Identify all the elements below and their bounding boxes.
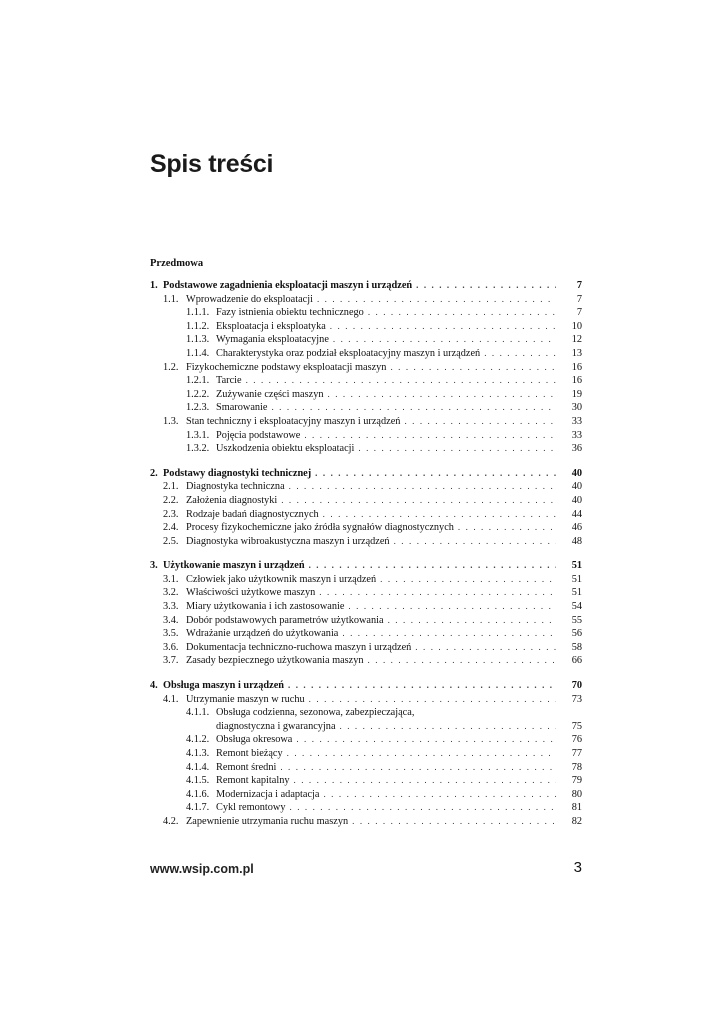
- toc-entry[interactable]: [150, 573, 582, 587]
- toc-entry-title: Tarcie: [216, 375, 242, 387]
- toc-entry-title: Wymagania eksploatacyjne: [216, 334, 329, 346]
- toc-entry-page: 51: [571, 560, 582, 572]
- toc-entry[interactable]: [150, 333, 582, 347]
- toc-entry[interactable]: [150, 600, 582, 614]
- toc-entry[interactable]: [150, 415, 582, 429]
- toc-entry-number: 1.1.3.: [186, 334, 210, 346]
- preface-heading: Przedmowa: [150, 258, 204, 269]
- toc-entry-number: 3.6.: [163, 641, 179, 653]
- toc-entry-page: 51: [571, 587, 582, 599]
- toc-entry-number: 2.2.: [163, 494, 179, 506]
- toc-leader-dots: [317, 293, 556, 307]
- toc-leader-dots: [458, 521, 556, 535]
- toc-entry-number: 1.2.1.: [186, 375, 210, 387]
- toc-entry-number: 4.1.5.: [186, 775, 210, 787]
- toc-entry[interactable]: [150, 521, 582, 535]
- toc-entry-page: 33: [571, 429, 582, 441]
- toc-entry-number: 1.2.2.: [186, 388, 210, 400]
- toc-entry-title: Założenia diagnostyki: [186, 494, 278, 506]
- toc-entry-page: 82: [571, 815, 582, 827]
- toc-entry-number: 1.3.2.: [186, 443, 210, 455]
- table-of-contents: [150, 279, 582, 829]
- toc-entry[interactable]: [150, 733, 582, 747]
- toc-entry-number: 2.: [150, 467, 158, 479]
- toc-entry[interactable]: [150, 429, 582, 443]
- toc-entry[interactable]: [150, 388, 582, 402]
- toc-entry-number: 1.2.3.: [186, 402, 210, 414]
- toc-entry[interactable]: [150, 627, 582, 641]
- toc-entry[interactable]: [150, 774, 582, 788]
- toc-entry[interactable]: [150, 747, 582, 761]
- toc-entry-number: 4.2.: [163, 815, 179, 827]
- toc-entry-title: Zapewnienie utrzymania ruchu maszyn: [186, 815, 349, 827]
- toc-entry-page: 40: [571, 467, 582, 479]
- toc-leader-dots: [304, 429, 556, 443]
- toc-entry-page: 77: [571, 748, 582, 759]
- toc-leader-dots: [368, 654, 556, 668]
- toc-chapter-gap: [150, 456, 582, 467]
- toc-entry-title: Eksploatacja i eksploatyka: [216, 320, 326, 332]
- toc-entry[interactable]: [150, 347, 582, 361]
- toc-entry-title: Modernizacja i adaptacja: [216, 788, 320, 800]
- toc-entry-page: 36: [571, 443, 582, 455]
- toc-entry-page: 51: [571, 573, 582, 585]
- toc-entry-title: Diagnostyka techniczna: [186, 481, 285, 493]
- toc-entry[interactable]: [150, 293, 582, 307]
- toc-entry-page: 30: [571, 402, 582, 414]
- toc-leader-dots: [404, 415, 556, 429]
- toc-entry[interactable]: [150, 535, 582, 549]
- toc-entry-page: 7: [576, 280, 582, 291]
- toc-entry[interactable]: [150, 306, 582, 320]
- toc-entry-page: 40: [571, 481, 582, 493]
- toc-entry-number: 1.1.4.: [186, 347, 210, 359]
- toc-entry-title: Podstawowe zagadnienia eksploatacji maszyn i urządzeń: [163, 280, 413, 291]
- toc-entry[interactable]: [150, 801, 582, 815]
- toc-leader-dots: [323, 788, 556, 802]
- toc-entry[interactable]: [150, 720, 582, 734]
- toc-leader-dots: [394, 535, 556, 549]
- toc-entry-number: 1.2.: [163, 361, 179, 373]
- toc-entry-number: 3.3.: [163, 601, 179, 613]
- toc-entry-title: Remont bieżący: [216, 748, 283, 759]
- toc-chapter-gap: [150, 668, 582, 679]
- toc-entry[interactable]: [150, 508, 582, 522]
- toc-leader-dots: [309, 559, 556, 573]
- toc-leader-dots: [330, 320, 556, 334]
- toc-entry-number: 1.1.: [163, 293, 179, 305]
- toc-chapter-entry[interactable]: [150, 467, 582, 481]
- toc-entry-page: 10: [571, 320, 582, 332]
- toc-leader-dots: [323, 508, 556, 522]
- toc-entry[interactable]: [150, 641, 582, 655]
- toc-leader-dots: [309, 693, 556, 707]
- toc-leader-dots: [342, 627, 556, 641]
- toc-entry-page: 44: [571, 508, 582, 520]
- toc-entry-number: 3.5.: [163, 628, 179, 640]
- toc-entry-number: 2.5.: [163, 535, 179, 547]
- toc-entry-title: Stan techniczny i eksploatacyjny maszyn i urządzeń: [186, 415, 401, 427]
- toc-entry-title: Obsługa okresowa: [216, 734, 293, 746]
- toc-entry-page: 19: [571, 388, 582, 400]
- toc-entry-number: 3.: [150, 560, 158, 572]
- toc-entry-number: 2.3.: [163, 508, 179, 520]
- toc-leader-dots: [340, 720, 556, 734]
- toc-entry[interactable]: [150, 442, 582, 456]
- toc-leader-dots: [348, 600, 556, 614]
- toc-entry-page: 40: [571, 494, 582, 506]
- toc-leader-dots: [380, 573, 556, 587]
- toc-entry-number: 4.1.: [163, 693, 179, 705]
- toc-entry-page: 12: [571, 334, 582, 346]
- toc-leader-dots: [328, 388, 557, 402]
- toc-entry-title: Dobór podstawowych parametrów użytkowania: [186, 614, 384, 626]
- toc-entry-title: Wdrażanie urządzeń do użytkowania: [186, 628, 339, 640]
- toc-entry-title: Człowiek jako użytkownik maszyn i urządzeń: [186, 573, 377, 585]
- toc-entry-page: 48: [571, 535, 582, 547]
- toc-entry-number: 2.1.: [163, 481, 179, 493]
- toc-entry-page: 7: [576, 293, 582, 305]
- toc-entry-number: 4.1.6.: [186, 788, 210, 800]
- toc-entry[interactable]: [150, 586, 582, 600]
- toc-entry[interactable]: [150, 480, 582, 494]
- toc-entry-number: 3.1.: [163, 573, 179, 585]
- toc-entry-page: 13: [571, 347, 582, 359]
- toc-entry-title: Podstawy diagnostyki technicznej: [163, 467, 312, 479]
- toc-leader-dots: [296, 733, 556, 747]
- toc-entry-number: 1.1.2.: [186, 320, 210, 332]
- toc-entry-title: Rodzaje badań diagnostycznych: [186, 508, 319, 520]
- toc-entry-page: 66: [571, 655, 582, 667]
- toc-entry-title: Charakterystyka oraz podział eksploatacyjny maszyn i urządzeń: [216, 347, 481, 359]
- toc-leader-dots: [484, 347, 556, 361]
- toc-entry-title: Wprowadzenie do eksploatacji: [186, 293, 313, 305]
- toc-entry-page: 56: [571, 628, 582, 640]
- toc-entry-title: Użytkowanie maszyn i urządzeń: [163, 560, 305, 572]
- page-title: Spis treści: [150, 150, 274, 178]
- toc-entry[interactable]: [150, 361, 582, 375]
- toc-entry-title: Remont średni: [216, 761, 277, 773]
- toc-leader-dots: [290, 801, 557, 815]
- toc-entry-page: 55: [571, 614, 582, 626]
- toc-entry-title: Cykl remontowy: [216, 802, 286, 814]
- toc-entry-title: Smarowanie: [216, 402, 268, 414]
- toc-entry[interactable]: [150, 614, 582, 628]
- toc-leader-dots: [388, 614, 556, 628]
- toc-chapter-entry[interactable]: [150, 679, 582, 693]
- toc-entry-page: 33: [571, 415, 582, 427]
- toc-leader-dots: [271, 401, 556, 415]
- toc-entry[interactable]: [150, 494, 582, 508]
- toc-leader-dots: [358, 442, 556, 456]
- toc-entry[interactable]: [150, 761, 582, 775]
- toc-entry-title: Zużywanie części maszyn: [216, 388, 324, 400]
- toc-entry-number: 1.3.1.: [186, 429, 210, 441]
- toc-leader-dots: [289, 480, 556, 494]
- toc-leader-dots: [281, 494, 556, 508]
- toc-leader-dots: [390, 361, 556, 375]
- toc-leader-dots: [319, 586, 556, 600]
- toc-entry-page: 58: [571, 641, 582, 653]
- toc-entry-title: Pojęcia podstawowe: [216, 429, 301, 441]
- toc-chapter-gap: [150, 548, 582, 559]
- toc-entry-number: 1.: [150, 280, 158, 291]
- toc-entry-title: Utrzymanie maszyn w ruchu: [186, 693, 305, 705]
- footer-url[interactable]: www.wsip.com.pl: [150, 862, 254, 876]
- toc-entry-title: Miary użytkowania i ich zastosowanie: [186, 601, 345, 613]
- toc-leader-dots: [368, 306, 556, 320]
- toc-entry-title: Fazy istnienia obiektu technicznego: [216, 307, 364, 319]
- toc-entry[interactable]: [150, 374, 582, 388]
- toc-entry-number: 4.1.1.: [186, 707, 210, 719]
- toc-entry[interactable]: [150, 320, 582, 334]
- toc-entry-title: Diagnostyka wibroakustyczna maszyn i urządzeń: [186, 535, 390, 547]
- toc-entry-page: 80: [571, 788, 582, 800]
- toc-entry-page: 54: [571, 601, 582, 613]
- toc-entry[interactable]: [150, 706, 582, 720]
- toc-entry-title: Właściwości użytkowe maszyn: [186, 587, 316, 599]
- toc-entry-number: 4.1.3.: [186, 748, 210, 759]
- toc-entry-title: diagnostyczna i gwarancyjna: [216, 720, 336, 732]
- toc-entry-page: 78: [571, 761, 582, 773]
- toc-entry-title: Remont kapitalny: [216, 775, 290, 787]
- toc-entry[interactable]: [150, 401, 582, 415]
- toc-entry-page: 75: [571, 720, 582, 732]
- toc-entry-title: Dokumentacja techniczno-ruchowa maszyn i urządzeń: [186, 641, 412, 653]
- toc-entry-title: Uszkodzenia obiektu eksploatacji: [216, 443, 355, 455]
- toc-entry-number: 4.1.2.: [186, 734, 210, 746]
- toc-leader-dots: [287, 747, 556, 761]
- toc-entry-title: Fizykochemiczne podstawy eksploatacji maszyn: [186, 361, 387, 373]
- toc-entry-number: 4.1.4.: [186, 761, 210, 773]
- toc-entry[interactable]: [150, 788, 582, 802]
- toc-entry-page: 73: [571, 693, 582, 705]
- toc-leader-dots: [246, 374, 556, 388]
- toc-entry-page: 16: [571, 375, 582, 387]
- toc-entry-page: 7: [576, 307, 582, 319]
- toc-entry-number: 3.2.: [163, 587, 179, 599]
- toc-entry[interactable]: [150, 654, 582, 668]
- toc-entry-number: 1.1.1.: [186, 307, 210, 319]
- toc-leader-dots: [416, 279, 556, 293]
- toc-entry[interactable]: [150, 815, 582, 829]
- toc-entry-title: Zasady bezpiecznego użytkowania maszyn: [186, 655, 364, 667]
- toc-leader-dots: [415, 641, 556, 655]
- toc-entry[interactable]: [150, 693, 582, 707]
- toc-entry-number: 3.4.: [163, 614, 179, 626]
- toc-leader-dots: [333, 333, 556, 347]
- toc-entry-title: Obsługa codzienna, sezonowa, zabezpieczająca,: [216, 707, 415, 719]
- toc-leader-dots: [280, 761, 556, 775]
- toc-leader-dots: [294, 774, 557, 788]
- footer-page-number: 3: [573, 859, 582, 876]
- toc-entry-page: 76: [571, 734, 582, 746]
- toc-leader-dots: [288, 679, 556, 693]
- toc-entry-number: 2.4.: [163, 522, 179, 534]
- toc-leader-dots: [315, 467, 556, 481]
- toc-entry-number: 4.1.7.: [186, 802, 210, 814]
- toc-chapter-entry[interactable]: [150, 279, 582, 293]
- toc-entry-title: Obsługa maszyn i urządzeń: [163, 680, 284, 692]
- toc-entry-page: 46: [571, 522, 582, 534]
- toc-entry-page: 79: [571, 775, 582, 787]
- toc-chapter-entry[interactable]: [150, 559, 582, 573]
- toc-entry-number: 4.: [150, 680, 158, 692]
- toc-entry-page: 70: [571, 680, 582, 692]
- toc-entry-number: 3.7.: [163, 655, 179, 667]
- toc-entry-page: 81: [571, 802, 582, 814]
- toc-entry-title: Procesy fizykochemiczne jako źródła sygnałów diagnostycznych: [186, 522, 454, 534]
- toc-leader-dots: [352, 815, 556, 829]
- toc-entry-page: 16: [571, 361, 582, 373]
- toc-entry-number: 1.3.: [163, 415, 179, 427]
